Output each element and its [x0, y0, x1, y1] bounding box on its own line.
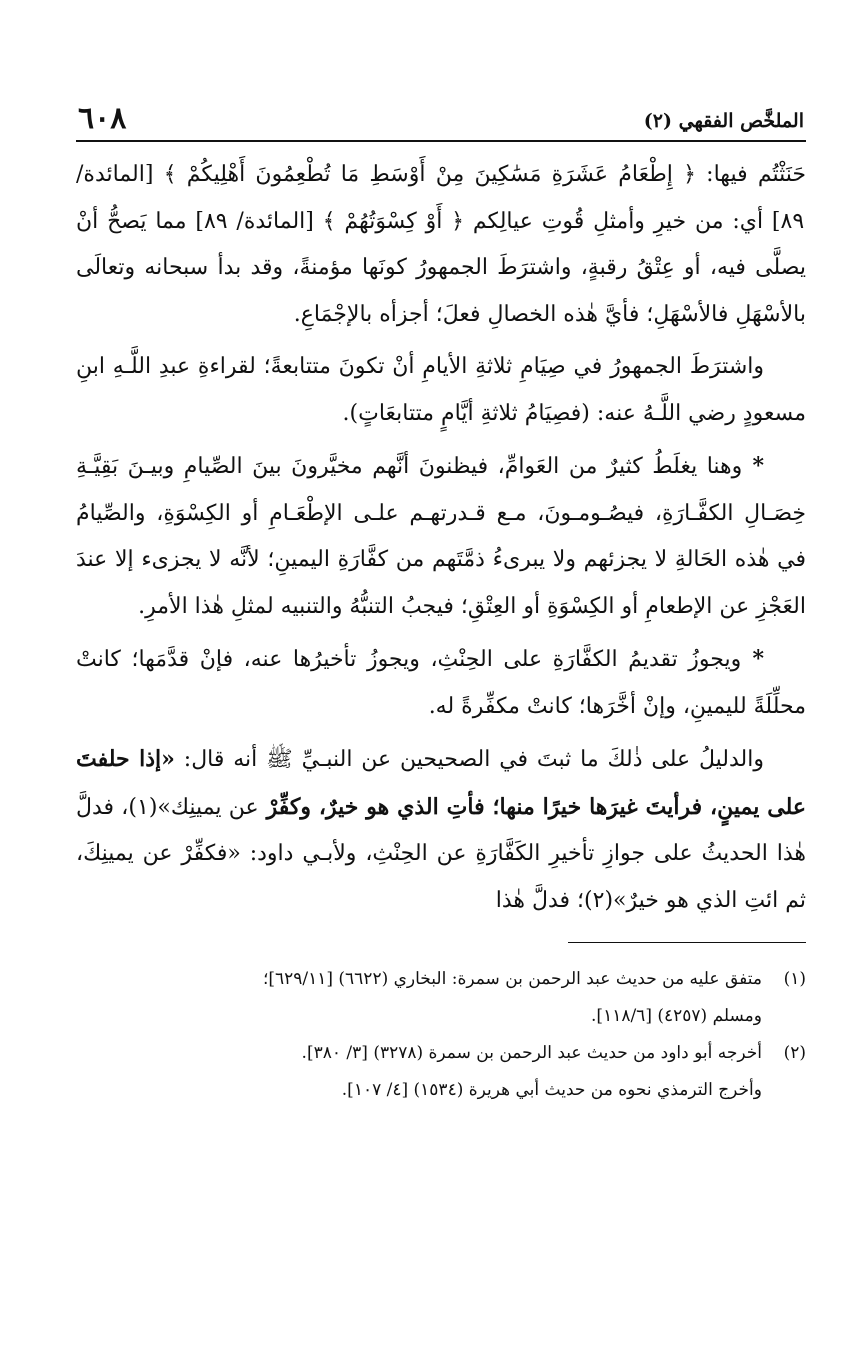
text-line: اليمينِ؛ لأنَّه لا يجزىء إلا عندَ العَجْزِ عن الإطعامِ أو الكِسْوَةِ أو العِتْقِ؛: [76, 547, 806, 619]
text-line: عن يمينِك»(١)، فدلَّ هٰذا الحديثُ على جوازِ تأخيرِ الكَفَّارَةِ عن الحِنْثِ،: [76, 794, 806, 866]
text-line: واشترَطَ الجمهورُ في صِيَامِ ثلاثةِ الأيامِ أنْ تكونَ متتابعةً؛ لقراءةِ: [190, 354, 764, 379]
text-line: أي: من خيرِ وأمثلِ قُوتِ عيالِكم ﴿ أَوْ كِسْوَتُهُمْ ﴾ [المائدة/ ٨٩] مما يَصحُّ أنْ: [76, 208, 764, 234]
running-title: الملخَّص الفقهي (٢): [643, 110, 804, 132]
text-line: ويجوزُ تقديمُ الكفَّارَةِ على الحِنْثِ، ويجوزُ تأخيرُها عنه، فإنْ: [189, 647, 742, 672]
footnote-2: [76, 1035, 806, 1109]
page-body: [76, 152, 806, 924]
text-line: فيجبُ التنبُّهُ والتنبيه لمثلِ هٰذا الأمرِ.: [138, 593, 454, 619]
paragraph-fasting-condition: [76, 344, 806, 437]
text-line: «إذا حلفتَ على يمينٍ، فرأيتَ غيرَها خيرًا منها؛ فأتِ الذي هو خيرٌ، وكفِّرْ: [76, 746, 807, 820]
text-line: ولأبـي داود: «فكفِّرْ عن يمينِكَ، ثم ائتِ الذي هو خيرٌ»(٢)؛ فدلَّ هٰذا: [76, 841, 806, 913]
text-line: والدليلُ على ذٰلكَ ما ثبتَ في الصحيحين عن النبـيِّ ﷺ أنه قال:: [174, 747, 764, 772]
paragraph-timing-of-kaffarah: [76, 636, 806, 730]
footnote-line: ومسلم (٤٢٥٧) [١١٨/٦].: [591, 1006, 762, 1026]
footnote-divider: [568, 942, 806, 943]
paragraph-common-mistake: [76, 443, 806, 630]
text-line: أو الكِسْوَةِ، والصِّيامُ في هٰذه الحَالةِ لا يجزئهم ولا يبرىءُ ذمَّتَهم من كفَّارَةِ: [76, 500, 807, 572]
text-line: عبدِ اللَّـهِ ابنِ مسعودٍ رضي اللَّـهُ عنه: (فصِيَامُ ثلاثةِ أيَّامٍ متتابعَاتٍ).: [76, 354, 806, 426]
footnote-line: وأخرج الترمذي نحوه من حديث أبي هريرة (١٥٣٤) [٤/ ١٠٧].: [341, 1080, 762, 1100]
text-line: حَنَثْتُم فيها: ﴿ إِطْعَامُ عَشَرَةِ مَسَٰكِينَ مِنْ أَوْسَطِ مَا تُطْعِمُونَ أَهْلِيكُمْ ﴾ [المائدة/ ٨٩]: [76, 162, 806, 234]
page-header: [76, 86, 806, 142]
text-line: قدَّمَها؛ كانتْ محلِّلَةً لليمينِ، وإنْ أخَّرَها؛ كانتْ مكفِّرةً له.: [76, 647, 806, 719]
text-line: وهنا يغلَطُ كثيرٌ من العَوامِّ، فيظنونَ أنَّهم مخيَّرونَ بينَ الصِّيامِ: [174, 454, 743, 479]
asterisk-marker: *: [742, 453, 764, 479]
footnote-number: (١): [783, 969, 806, 989]
footnotes: [76, 961, 806, 1109]
page: [76, 86, 806, 1109]
footnote-number: (٢): [783, 1043, 806, 1063]
footnote-line: أخرجه أبو داود من حديث عبد الرحمن بن سمرة (٣٢٧٨) [٣/ ٣٨٠].: [301, 1043, 762, 1063]
paragraph-evidence: [76, 736, 806, 924]
text-line: وتعالَى بالأسْهَلِ فالأسْهَلِ؛ فأيَّ هٰذه الخصالِ فعلَ؛ أجزأه بالإجْمَاعِ.: [76, 255, 806, 327]
text-line: وبيـنَ بَقِيَّـةِ خِصَـالِ الكفَّـارَةِ، فيصُـومـونَ، مـع قـدرتهـم علـى الإطْعَـامِ: [76, 454, 806, 526]
paragraph-kaffarah-options: [76, 152, 806, 338]
footnote-1: [76, 961, 806, 1035]
page-number: ٦٠٨: [78, 101, 127, 136]
text-line: يصلَّى فيه، أو عِتْقُ رقبةٍ، واشترَطَ الجمهورُ كونَها مؤمنةً، وقد بدأ سبحانه: [135, 255, 806, 280]
footnote-line: متفق عليه من حديث عبد الرحمن بن سمرة: البخاري (٦٦٢٢) [٦٢٩/١١]؛: [262, 969, 762, 989]
asterisk-marker: *: [741, 646, 764, 672]
